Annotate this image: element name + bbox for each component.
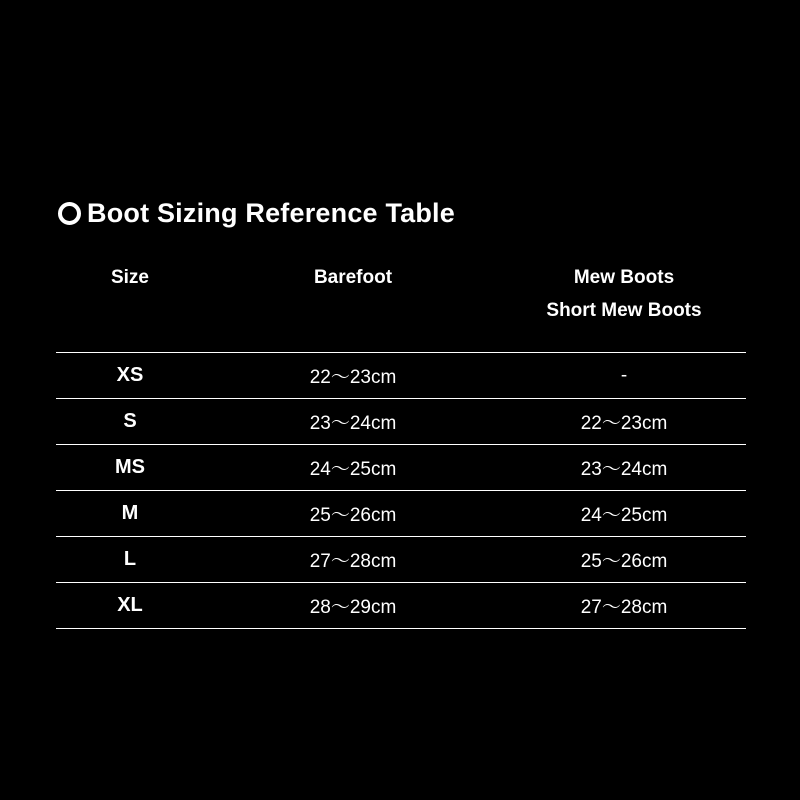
column-header-barefoot [204,262,502,324]
column-header-mew-boots [502,262,746,324]
cell-barefoot: 28〜29cm [309,597,397,618]
filled-circle-outline-icon [58,202,81,225]
cell-size: M [121,502,139,524]
column-header-size [56,262,204,324]
page-title-label: Boot Sizing Reference Table [87,198,455,228]
column-header-size-label: Size [110,267,150,288]
cell-mew-boots: 22〜23cm [580,413,668,434]
table-row [56,445,746,491]
column-header-mew-boots-label: Mew Boots [573,267,675,288]
cell-mew-boots: 25〜26cm [580,551,668,572]
cell-barefoot: 27〜28cm [309,551,397,572]
cell-mew-boots: 27〜28cm [580,597,668,618]
cell-barefoot: 24〜25cm [309,459,397,480]
table-row [56,537,746,583]
cell-mew-boots: - [620,364,628,386]
cell-size: L [123,548,137,570]
table-body [56,353,746,629]
cell-size: XS [116,364,144,386]
cell-mew-boots: 24〜25cm [580,505,668,526]
cell-barefoot: 25〜26cm [309,505,397,526]
boot-sizing-table [56,262,746,629]
table-row [56,491,746,537]
column-header-short-mew-boots-label: Short Mew Boots [546,300,702,321]
cell-size: S [123,410,137,432]
cell-size: MS [115,456,145,478]
table-row [56,583,746,629]
table-row [56,399,746,445]
column-header-barefoot-label: Barefoot [313,267,393,288]
header-spacer-row [56,324,746,353]
table-header [56,262,746,353]
cell-barefoot: 23〜24cm [309,413,397,434]
page-title [58,198,455,229]
cell-barefoot: 22〜23cm [309,367,397,388]
cell-mew-boots: 23〜24cm [580,459,668,480]
table-row [56,353,746,399]
cell-size: XL [117,594,143,616]
